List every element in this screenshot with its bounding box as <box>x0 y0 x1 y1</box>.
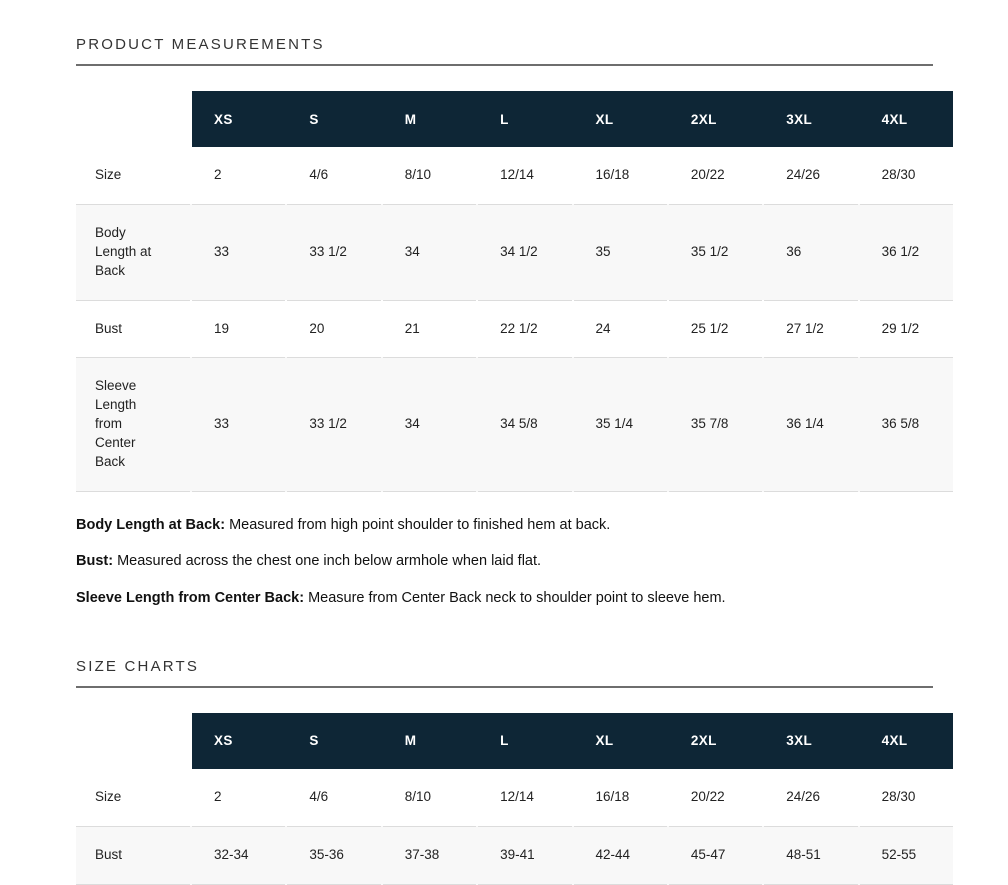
column-header-3xl: 3XL <box>786 733 813 749</box>
column-header-xl: XL <box>595 111 614 127</box>
row-label: Sleeve Length from Center Back <box>76 357 190 491</box>
table-header-row <box>76 91 953 147</box>
table-cell: 34 <box>383 357 476 491</box>
table-cell: 33 <box>192 357 285 491</box>
measurement-notes <box>76 515 953 608</box>
table-cell: 4/6 <box>309 788 329 804</box>
table-header-row <box>76 713 953 769</box>
column-header-xs: XS <box>214 111 233 127</box>
table-row-bust <box>76 826 953 885</box>
row-label: Size <box>95 788 122 804</box>
table-cell: 2 <box>214 788 222 804</box>
table-cell: 36 1/4 <box>764 357 857 491</box>
table-row-sleeve-length-from-center-back <box>76 357 953 491</box>
table-cell: 2 <box>214 167 222 182</box>
note-definition: Measure from Center Back neck to shoulder point to sleeve hem. <box>308 589 726 606</box>
table-cell: 24/26 <box>786 167 821 182</box>
table-cell: 48-51 <box>764 826 857 885</box>
table-cell: 22 1/2 <box>478 300 571 358</box>
table-cell: 21 <box>383 300 476 358</box>
note-body-length <box>76 515 953 535</box>
note-definition: Measured from high point shoulder to finished hem at back. <box>229 516 611 533</box>
table-cell: 36 5/8 <box>860 357 953 491</box>
table-cell: 33 <box>192 204 285 300</box>
table-cell: 36 1/2 <box>860 204 953 300</box>
table-cell: 16/18 <box>595 167 630 182</box>
column-header-4xl: 4XL <box>881 733 908 749</box>
table-cell: 12/14 <box>500 788 534 804</box>
size-charts-table <box>76 713 953 885</box>
table-cell: 35 <box>574 204 667 300</box>
table-cell: 35 1/4 <box>574 357 667 491</box>
column-header-s: S <box>309 111 319 127</box>
note-term: Bust: <box>76 553 114 570</box>
column-header-m: M <box>404 111 417 127</box>
row-label: Size <box>95 167 122 182</box>
table-cell: 34 1/2 <box>478 204 571 300</box>
table-cell: 20 <box>287 300 380 358</box>
note-term: Body Length at Back: <box>76 516 226 533</box>
column-header-4xl: 4XL <box>881 111 908 127</box>
column-header-2xl: 2XL <box>690 111 717 127</box>
note-definition: Measured across the chest one inch below armhole when laid flat. <box>117 553 542 570</box>
table-cell: 35-36 <box>287 826 380 885</box>
section-title-size-charts: SIZE CHARTS <box>76 658 933 688</box>
table-cell: 16/18 <box>595 788 630 804</box>
table-cell: 4/6 <box>309 167 329 182</box>
table-cell: 28/30 <box>881 167 916 182</box>
table-cell: 12/14 <box>500 167 534 182</box>
row-label: Bust <box>76 826 190 885</box>
table-cell: 19 <box>192 300 285 358</box>
table-cell: 24 <box>574 300 667 358</box>
column-header-2xl: 2XL <box>690 733 717 749</box>
table-cell: 32-34 <box>192 826 285 885</box>
product-measurements-table <box>76 91 953 492</box>
table-cell: 35 7/8 <box>669 357 762 491</box>
table-cell: 27 1/2 <box>764 300 857 358</box>
column-header-xs: XS <box>214 733 233 749</box>
note-bust <box>76 551 953 571</box>
table-cell: 8/10 <box>404 788 432 804</box>
table-cell: 33 1/2 <box>287 204 380 300</box>
table-cell: 33 1/2 <box>287 357 380 491</box>
note-sleeve-length <box>76 588 953 608</box>
table-row-size <box>76 769 953 826</box>
table-cell: 28/30 <box>881 788 916 804</box>
column-header-l: L <box>500 733 509 749</box>
table-cell: 42-44 <box>574 826 667 885</box>
table-cell: 20/22 <box>690 788 725 804</box>
table-cell: 36 <box>764 204 857 300</box>
column-header-s: S <box>309 733 319 749</box>
table-cell: 20/22 <box>690 167 725 182</box>
table-cell: 37-38 <box>383 826 476 885</box>
table-cell: 45-47 <box>669 826 762 885</box>
table-row-body-length-at-back <box>76 204 953 300</box>
column-header-xl: XL <box>595 733 614 749</box>
table-row-size <box>76 147 953 204</box>
section-title-product-measurements: PRODUCT MEASUREMENTS <box>76 36 933 66</box>
row-label: Bust <box>76 300 190 358</box>
table-cell: 35 1/2 <box>669 204 762 300</box>
column-header-m: M <box>404 733 417 749</box>
table-cell: 8/10 <box>404 167 432 182</box>
row-label: Body Length at Back <box>76 204 190 300</box>
column-header-3xl: 3XL <box>786 111 813 127</box>
table-cell: 29 1/2 <box>860 300 953 358</box>
note-term: Sleeve Length from Center Back: <box>76 589 305 606</box>
table-cell: 34 <box>383 204 476 300</box>
table-cell: 52-55 <box>860 826 953 885</box>
table-row-bust <box>76 300 953 358</box>
table-cell: 39-41 <box>478 826 571 885</box>
table-cell: 25 1/2 <box>669 300 762 358</box>
column-header-l: L <box>500 111 509 127</box>
table-cell: 34 5/8 <box>478 357 571 491</box>
table-cell: 24/26 <box>786 788 821 804</box>
